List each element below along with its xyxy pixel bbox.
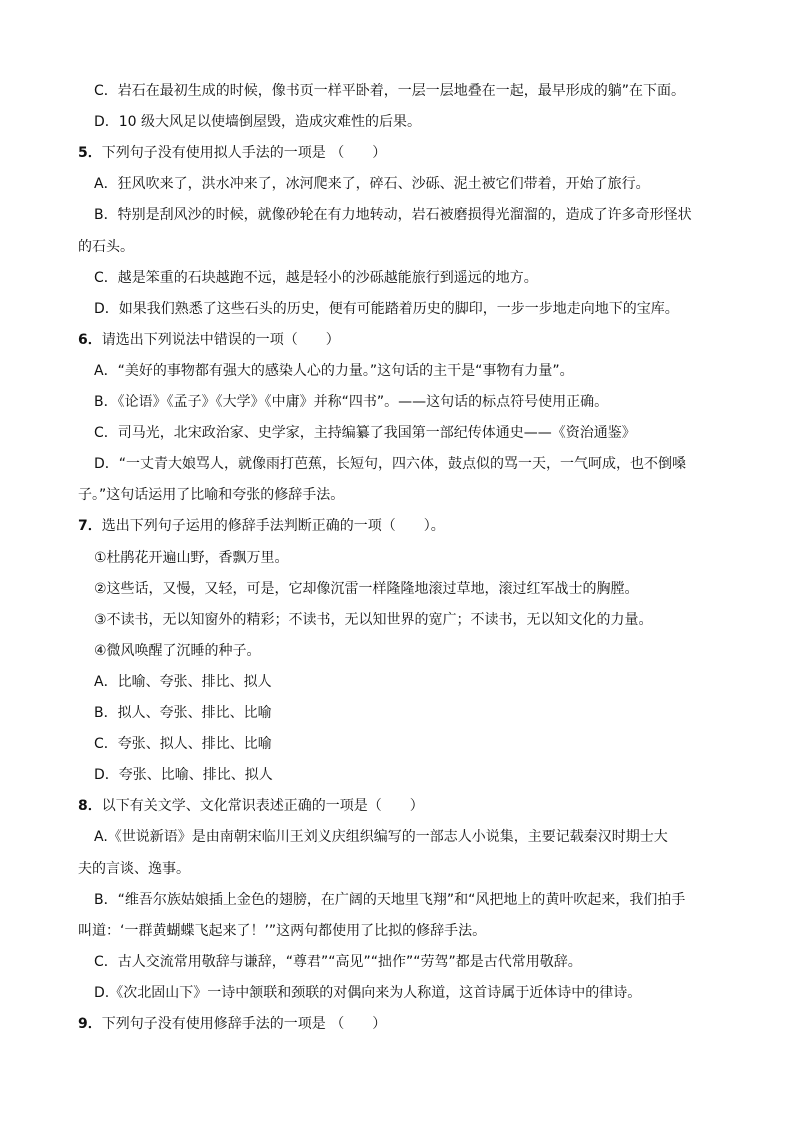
question-text: 以下有关文学、文化常识表述正确的一项是（ ） (101, 798, 424, 814)
question-number: 8． (78, 798, 102, 814)
question-stem (78, 517, 445, 535)
option-line: C．越是笨重的石块越跑不远，越是轻小的沙砾越能旅行到遥远的地方。 (94, 270, 538, 286)
option-line: B．《论语》《孟子》《大学》《中庸》并称“四书”。——这句话的标点符号使用正确。 (94, 394, 609, 410)
question-number: 9． (78, 1016, 102, 1032)
question-stem (78, 144, 386, 162)
question-number: 5． (78, 145, 102, 161)
option-line: B．特别是刮风沙的时候，就像砂轮在有力地转动，岩石被磨损得光溜溜的，造成了许多奇形怪状 (94, 207, 692, 223)
question-number: 6． (78, 332, 102, 348)
continuation-line: 夫的言谈、逸事。 (78, 861, 190, 877)
option-line: D．10 级大风足以使墙倒屋毁，造成灾难性的后果。 (94, 114, 422, 130)
question-number: 7． (78, 518, 102, 534)
option-line: ③不读书，无以知窗外的精彩；不读书，无以知世界的宽广；不读书，无以知文化的力量。 (94, 612, 653, 628)
option-line: D.《次北固山下》一诗中颔联和颈联的对偶向来为人称道，这首诗属于近体诗中的律诗。 (94, 985, 642, 1001)
option-line: A．比喻、夸张、排比、拟人 (94, 674, 272, 690)
option-line: ④微风唤醒了沉睡的种子。 (94, 643, 261, 659)
option-line: C．夸张、拟人、排比、比喻 (94, 736, 272, 752)
option-line: B．“维吾尔族姑娘插上金色的翅膀，在广阔的天地里飞翔”和“风把地上的黄叶吹起来，我们拍手 (94, 892, 686, 908)
option-line: C．岩石在最初生成的时候，像书页一样平卧着，一层一层地叠在一起，最早形成的躺”在下面。 (94, 83, 686, 99)
question-stem (78, 1015, 386, 1033)
question-text: 下列句子没有使用修辞手法的一项是 （ ） (101, 1016, 387, 1032)
option-line: ②这些话，又慢，又轻，可是，它却像沉雷一样隆隆地滚过草地，滚过红军战士的胸膛。 (94, 581, 639, 597)
question-text: 下列句子没有使用拟人手法的一项是 （ ） (101, 145, 387, 161)
continuation-line: 的石头。 (78, 239, 134, 255)
option-line: D．“一丈青大娘骂人，就像雨打芭蕉，长短句，四六体，鼓点似的骂一天，一气呵成，也不倒嗓 (94, 456, 687, 472)
question-stem (78, 797, 424, 815)
continuation-line: 叫道：‘一群黄蝴蝶飞起来了！’”这两句都使用了比拟的修辞手法。 (78, 923, 487, 939)
option-line: A．狂风吹来了，洪水冲来了，冰河爬来了，碎石、沙砾、泥土被它们带着，开始了旅行。 (94, 176, 650, 192)
option-line: A．“美好的事物都有强大的感染人心的力量。”这句话的主干是“事物有力量”。 (94, 363, 574, 379)
option-line: A.《世说新语》是由南朝宋临川王刘义庆组织编写的一部志人小说集，主要记载秦汉时期士大 (94, 829, 668, 845)
question-stem (78, 331, 340, 349)
option-line: C．司马光，北宋政治家、史学家，主持编纂了我国第一部纪传体通史——《资治通鉴》 (94, 425, 636, 441)
question-text: 选出下列句子运用的修辞手法判断正确的一项（ ）。 (101, 518, 445, 534)
option-line: D．如果我们熟悉了这些石头的历史，便有可能踏着历史的脚印，一步一步地走向地下的宝库。 (94, 301, 679, 317)
continuation-line: 子。”这句话运用了比喻和夸张的修辞手法。 (78, 487, 345, 503)
option-line: C．古人交流常用敬辞与谦辞，“尊君”“高见”“拙作”“劳驾”都是古代常用敬辞。 (94, 954, 582, 970)
question-text: 请选出下列说法中错误的一项（ ） (101, 332, 340, 348)
option-line: D．夸张、比喻、排比、拟人 (94, 767, 273, 783)
option-line: ①杜鹃花开遍山野，香飘万里。 (94, 550, 289, 566)
option-line: B．拟人、夸张、排比、比喻 (94, 705, 272, 721)
